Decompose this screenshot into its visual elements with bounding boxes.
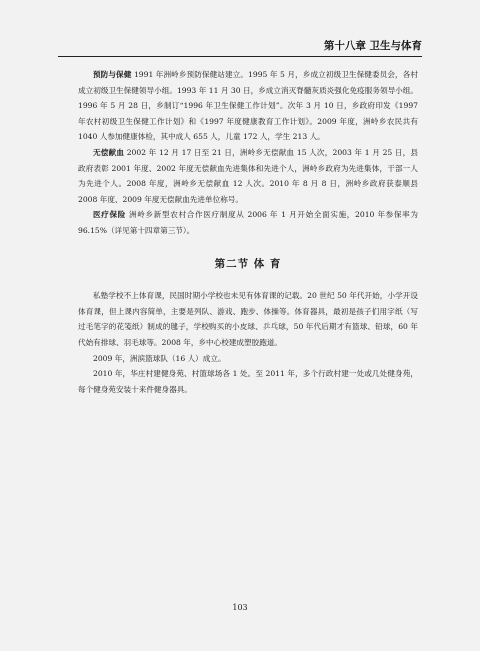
paragraph-lead: 医疗保险 bbox=[93, 210, 126, 220]
header-rule bbox=[58, 56, 422, 57]
paragraph-lead: 预防与保健 bbox=[93, 70, 132, 79]
paragraph-basketball-team: 2009 年，洲滨篮球队（16 人）成立。 bbox=[93, 353, 226, 363]
paragraph-text: 1991 年洲岭乡预防保健站建立。1995 年 5 月，乡成立初级卫生保健委员会，各村成立初级卫生保健领导小组。1993 年 11 月 30 日，乡成立消灭脊髓灰质炎强化免疫服务领导小组。1996 年 5 月 28 日，乡制订“1996 年卫生保健工作计划”。次年 3 月 10 日，乡政府印发《1997 年农村初级卫生保健工作计划》和《1997 年度健康教育工作计划》。2009 年度，洲岭乡农民共有 1040 人参加健康体检，其中成人 655 人，儿童 172 人，学生 213 人。 bbox=[78, 70, 418, 142]
paragraph-sports-history: 私塾学校不上体育课，民国时期小学校也未见有体育课的记载。20 世纪 50 年代开始，小学开设体育课，但上课内容简单，主要是列队、游戏、跑步、体操等。体育器具，最初是孩子们用字纸（写过毛笔字的花笺纸）制成的毽子，学校购买的小皮球、乒乓球，50 年代后期才有篮球、铅球，60 年代始有排球、羽毛球等。2008 年，乡中心校建成塑胶跑道。 bbox=[78, 291, 418, 347]
paragraph-lead: 无偿献血 bbox=[93, 147, 125, 157]
running-header: 第十八章 卫生与体育 bbox=[323, 40, 422, 52]
section-title: 第二节 体 育 bbox=[214, 257, 282, 270]
page-number: 103 bbox=[232, 603, 248, 612]
body-text bbox=[78, 67, 418, 397]
paragraph-prevention bbox=[78, 67, 418, 145]
paragraph-text: 2002 年 12 月 17 日至 21 日，洲岭乡无偿献血 15 人次，2003 年 1 月 25 日，县政府表彰 2001 年度、2002 年度无偿献血先进集体和先进个人，洲岭乡政府为先进集体，干部一人为先进个人。2008 年度，洲岭乡无偿献血 12 人次。2010 年 8 月 8 日，洲岭乡政府获泰顺县 2008 年度、2009 年度无偿献血先进单位称号。 bbox=[78, 147, 418, 204]
paragraph-fitness-parks: 2010 年，华庄村建健身苑、村篮球场各 1 处。至 2011 年，多个行政村建一处或几处健身苑，每个健身苑安装十来件健身器具。 bbox=[78, 369, 418, 394]
paragraph-text: 洲岭乡新型农村合作医疗制度从 2006 年 1 月开始全面实施，2010 年参保率为 96.15%（详见第十四章第三节）。 bbox=[78, 210, 419, 235]
paragraph-medical-insurance bbox=[78, 207, 418, 238]
paragraph-blood-donation bbox=[78, 145, 418, 207]
